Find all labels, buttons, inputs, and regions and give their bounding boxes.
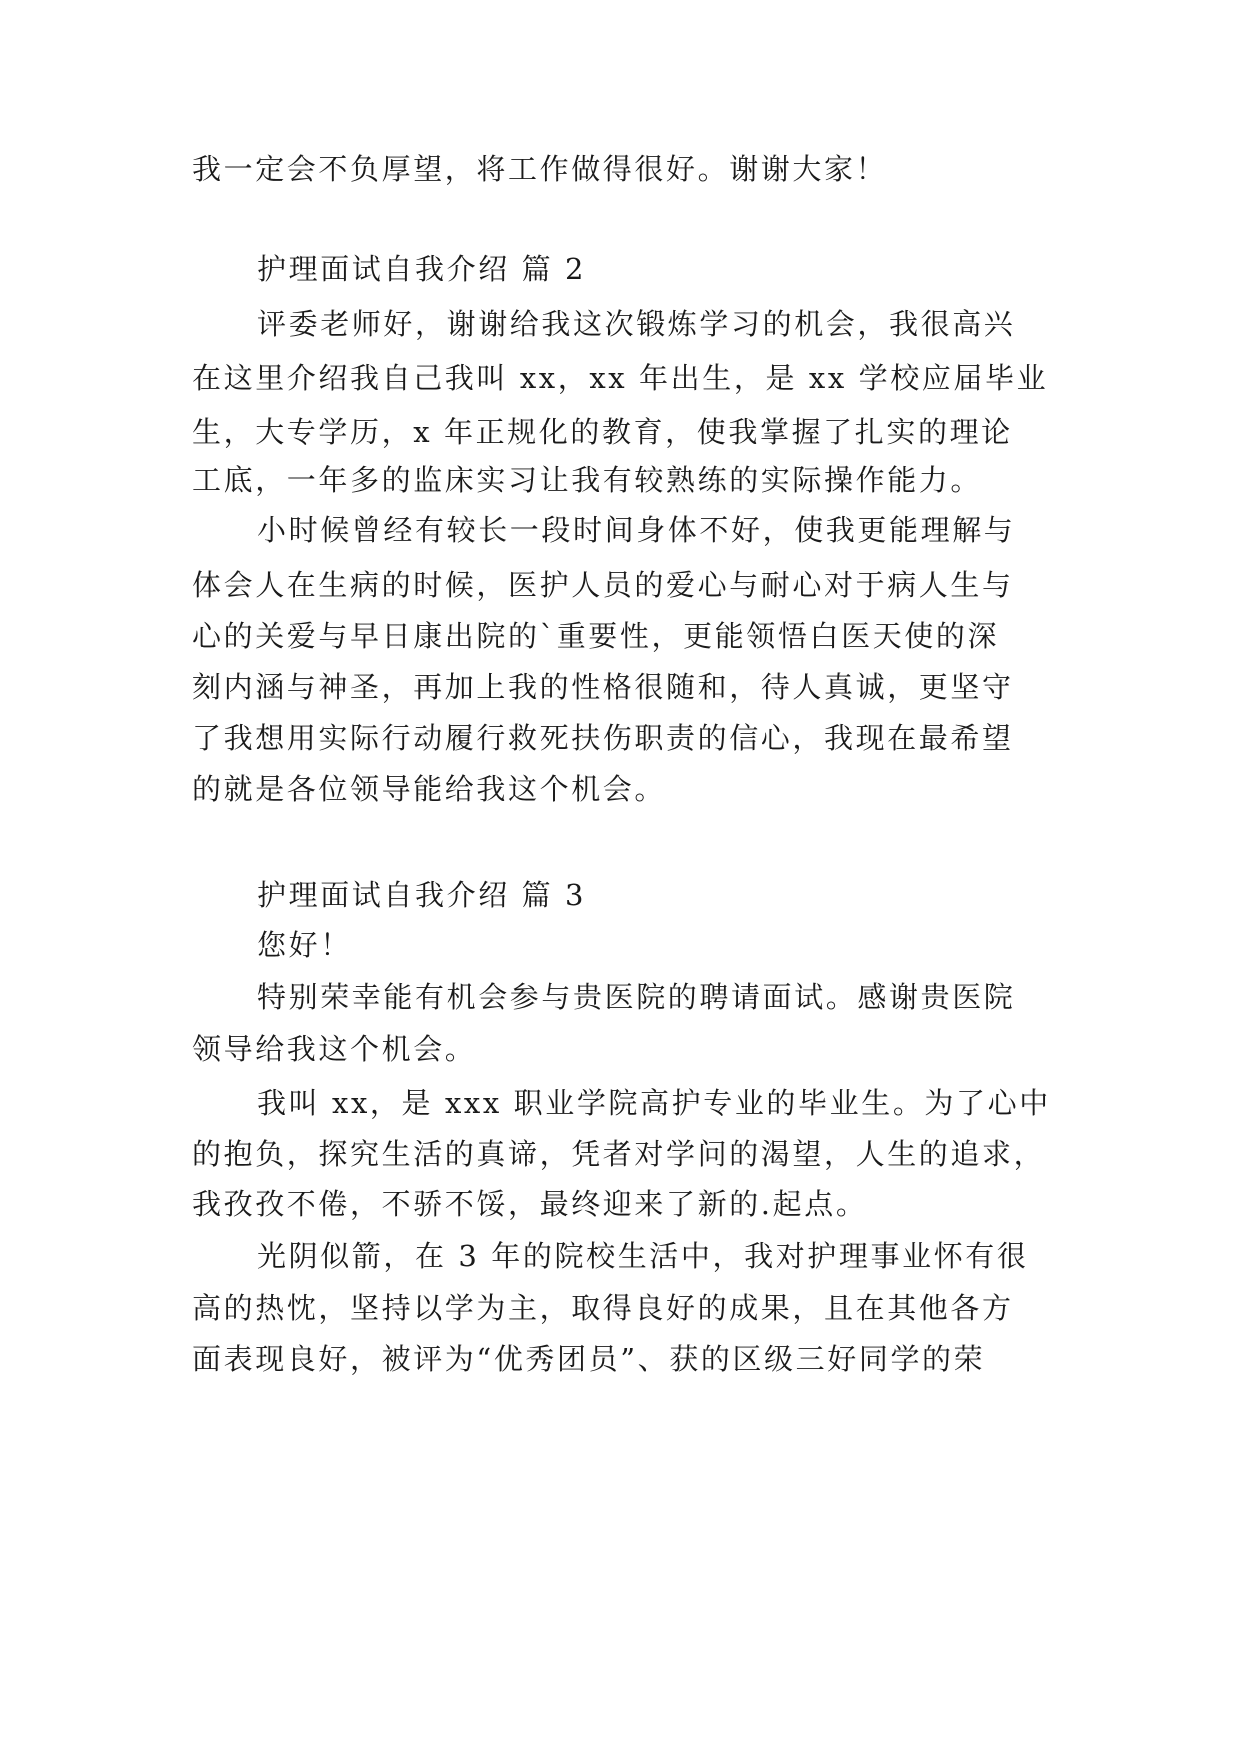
paragraph-line: 的就是各位领导能给我这个机会。 — [192, 772, 667, 806]
paragraph-line: 小时候曾经有较长一段时间身体不好，使我更能理解与 — [257, 513, 1016, 547]
paragraph-line: 高的热忱，坚持以学为主，取得良好的成果，且在其他各方 — [192, 1291, 1014, 1325]
paragraph-line: 心的关爱与早日康出院的`重要性，更能领悟白医天使的深 — [192, 619, 1000, 653]
paragraph-line: 工底，一年多的监床实习让我有较熟练的实际操作能力。 — [192, 463, 983, 497]
paragraph-line: 体会人在生病的时候，医护人员的爱心与耐心对于病人生与 — [192, 568, 1014, 602]
paragraph-line: 领导给我这个机会。 — [192, 1032, 477, 1066]
paragraph-line: 面表现良好，被评为“优秀团员”、获的区级三好同学的荣 — [192, 1342, 986, 1376]
paragraph-line: 的抱负，探究生活的真谛，凭者对学问的渴望，人生的追求， — [192, 1137, 1046, 1171]
paragraph-line: 生，大专学历，x 年正规化的教育，使我掌握了扎实的理论 — [192, 415, 1013, 449]
paragraph-line: 特别荣幸能有机会参与贵医院的聘请面试。感谢贵医院 — [257, 980, 1016, 1014]
paragraph-line: 光阴似箭，在 3 年的院校生活中，我对护理事业怀有很 — [257, 1239, 1029, 1273]
paragraph-line: 了我想用实际行动履行救死扶伤职责的信心，我现在最希望 — [192, 721, 1014, 755]
paragraph-line: 我叫 xx，是 xxx 职业学院高护专业的毕业生。为了心中 — [257, 1086, 1051, 1120]
paragraph-line: 我一定会不负厚望，将工作做得很好。谢谢大家！ — [192, 152, 888, 186]
section-heading: 护理面试自我介绍 篇 2 — [257, 252, 587, 286]
section-heading: 护理面试自我介绍 篇 3 — [257, 878, 587, 912]
paragraph-line: 评委老师好，谢谢给我这次锻炼学习的机会，我很高兴 — [257, 307, 1016, 341]
paragraph-line: 在这里介绍我自己我叫 xx，xx 年出生，是 xx 学校应届毕业 — [192, 361, 1049, 395]
paragraph-line: 您好！ — [257, 928, 352, 962]
paragraph-line: 刻内涵与神圣，再加上我的性格很随和，待人真诚，更坚守 — [192, 670, 1014, 704]
paragraph-line: 我孜孜不倦，不骄不馁，最终迎来了新的.起点。 — [192, 1187, 868, 1221]
